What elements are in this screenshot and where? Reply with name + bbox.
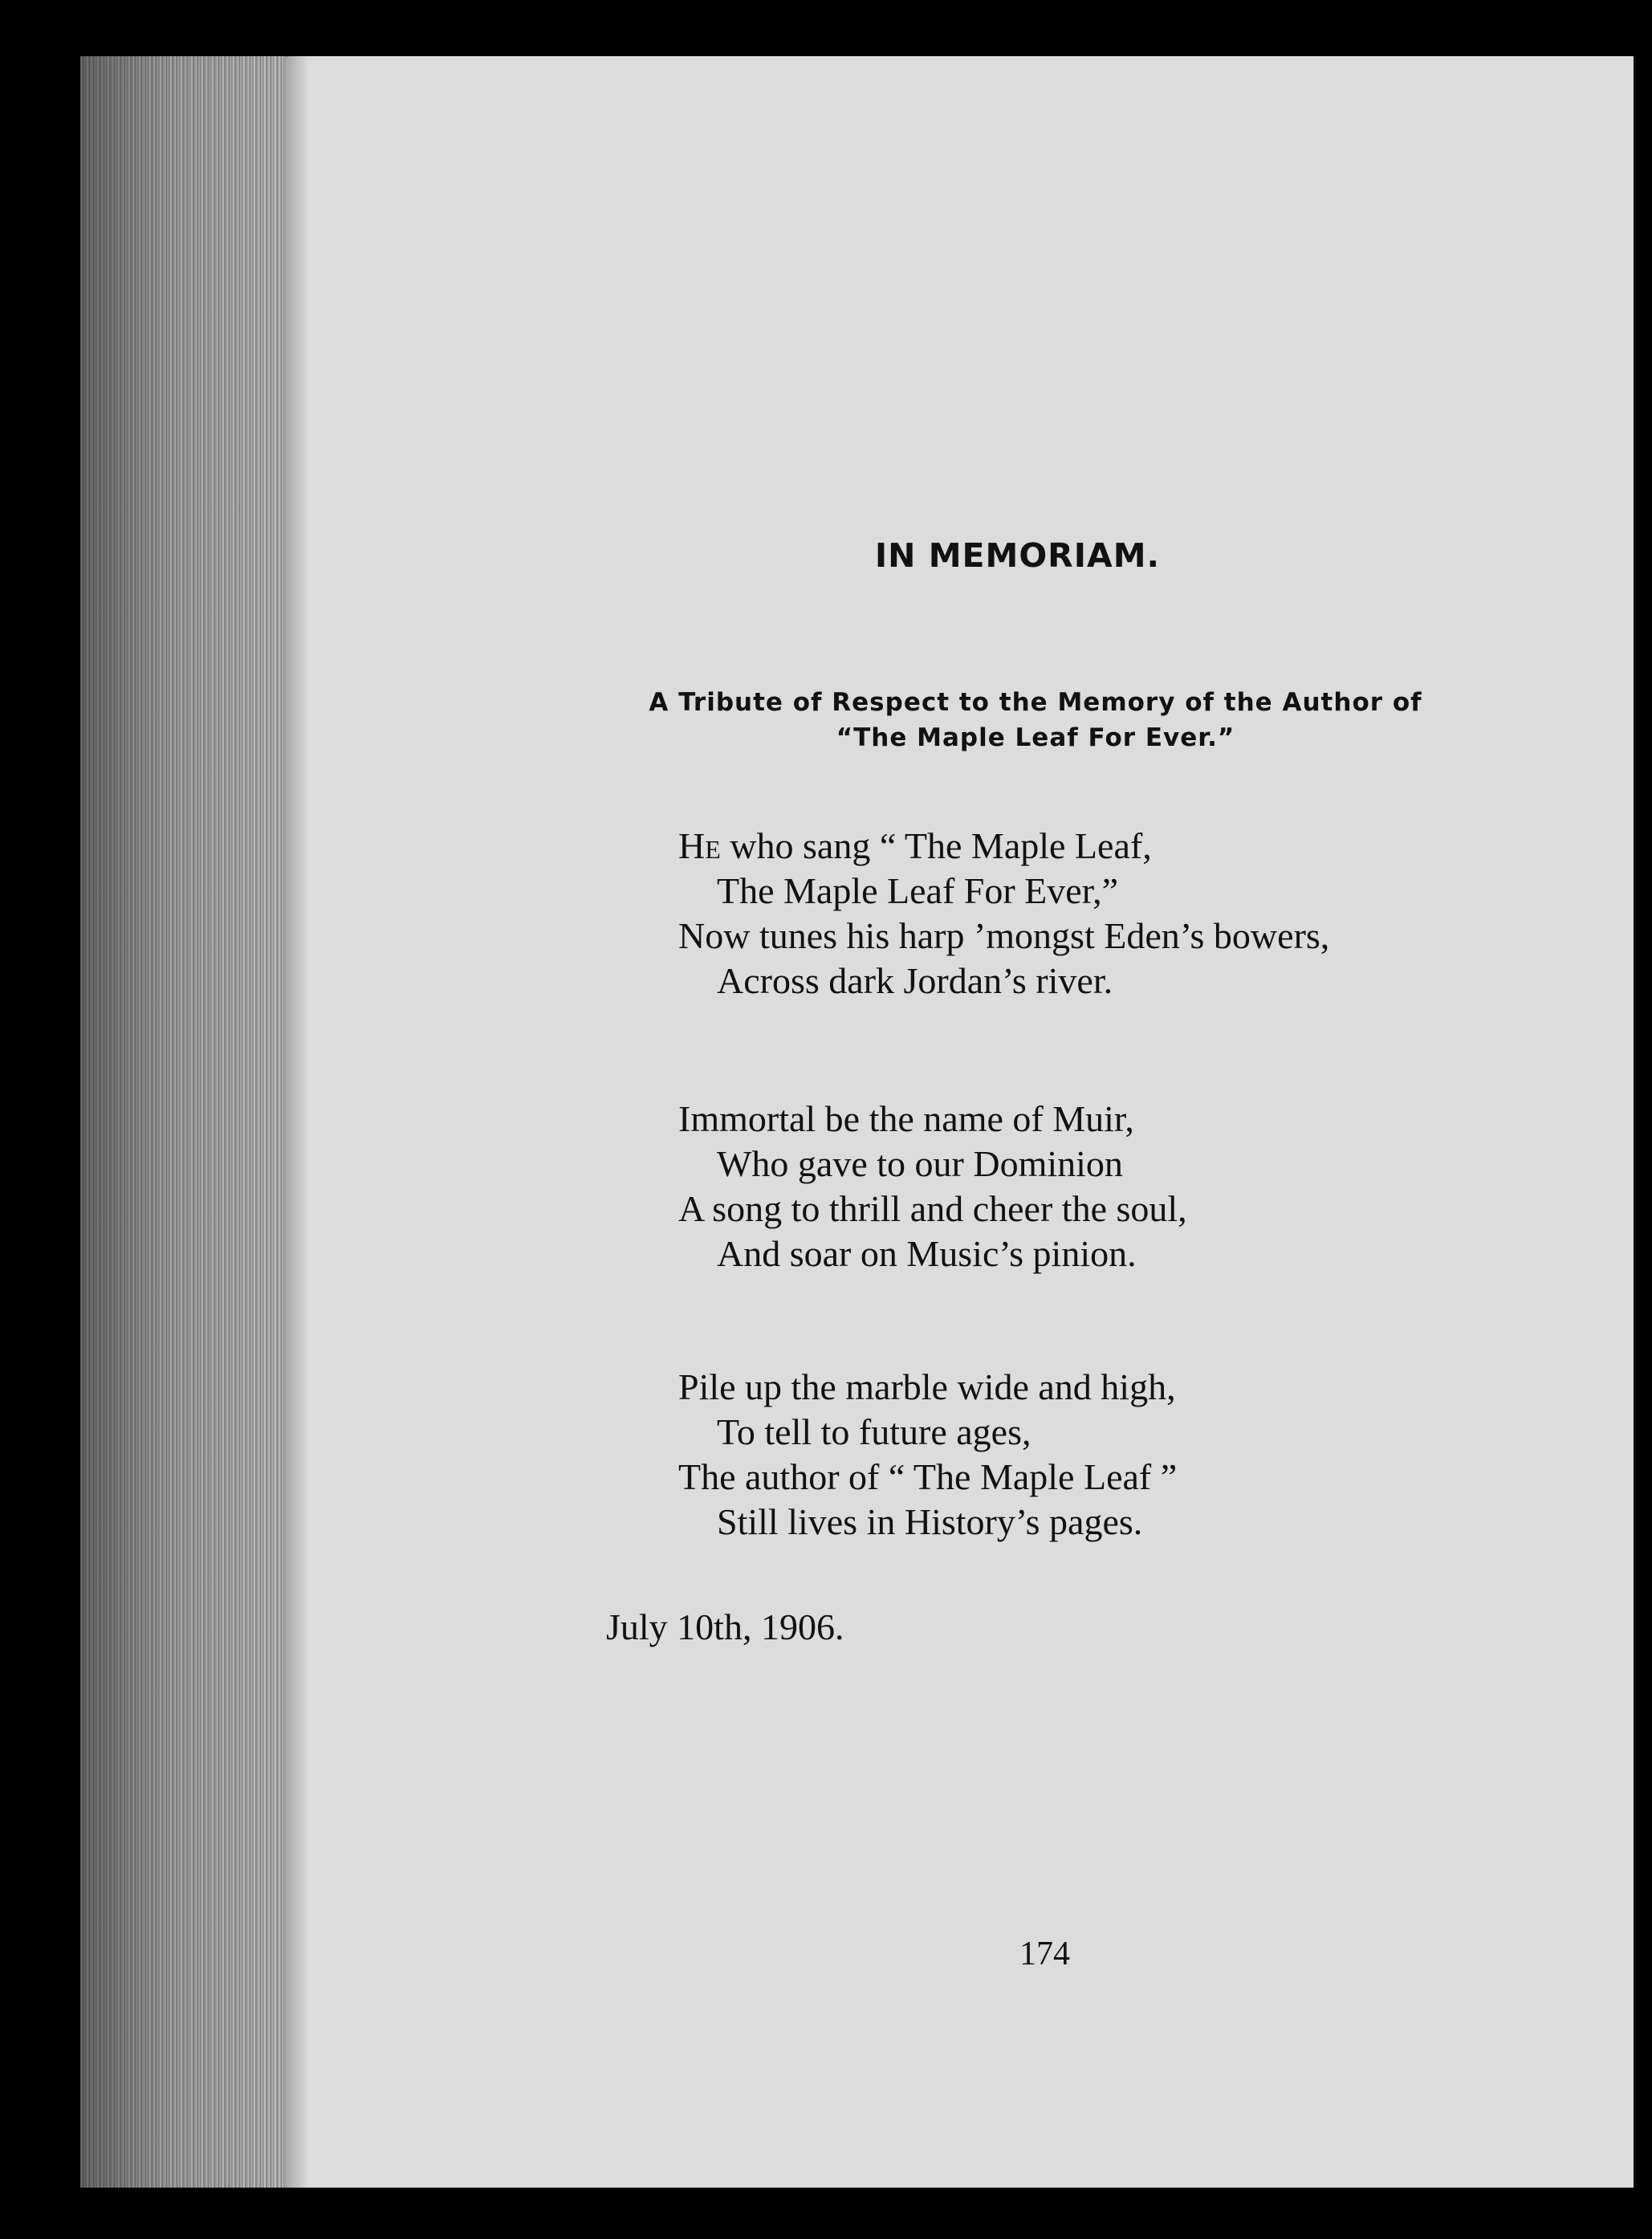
- book-page-edges: [80, 56, 305, 2188]
- poem-stanza: [678, 1365, 1177, 1545]
- poem-line: Immortal be the name of Muir,: [678, 1098, 1134, 1139]
- poem-line: Across dark Jordan’s river.: [717, 960, 1113, 1001]
- page-number: 174: [1019, 1936, 1070, 1972]
- poem-line: The Maple Leaf For Ever,”: [717, 870, 1119, 911]
- poem-line: Pile up the marble wide and high,: [678, 1366, 1176, 1407]
- gutter-shadow: [285, 56, 309, 2188]
- drop-word: He: [678, 825, 721, 866]
- page-title: IN MEMORIAM.: [874, 536, 1161, 575]
- poem-stanza: [678, 1097, 1187, 1276]
- poem-line: To tell to future ages,: [717, 1411, 1031, 1452]
- subtitle: [610, 685, 1461, 755]
- poem-line-text: who sang “ The Maple Leaf,: [720, 825, 1152, 866]
- page: [285, 56, 1634, 2188]
- subtitle-line: A Tribute of Respect to the Memory of the Author of: [649, 688, 1422, 717]
- subtitle-line: “The Maple Leaf For Ever.”: [836, 723, 1235, 752]
- poem-stanza: [678, 824, 1329, 1003]
- poem-line: Still lives in History’s pages.: [717, 1501, 1143, 1542]
- poem-line: A song to thrill and cheer the soul,: [678, 1188, 1187, 1229]
- poem-line: Who gave to our Dominion: [717, 1143, 1123, 1184]
- date-line: July 10th, 1906.: [606, 1606, 844, 1647]
- poem-line: And soar on Music’s pinion.: [717, 1233, 1137, 1274]
- poem-line: [678, 824, 1329, 869]
- poem-line: The author of “ The Maple Leaf ”: [678, 1456, 1178, 1497]
- poem-line: Now tunes his harp ’mongst Eden’s bowers,: [678, 915, 1330, 956]
